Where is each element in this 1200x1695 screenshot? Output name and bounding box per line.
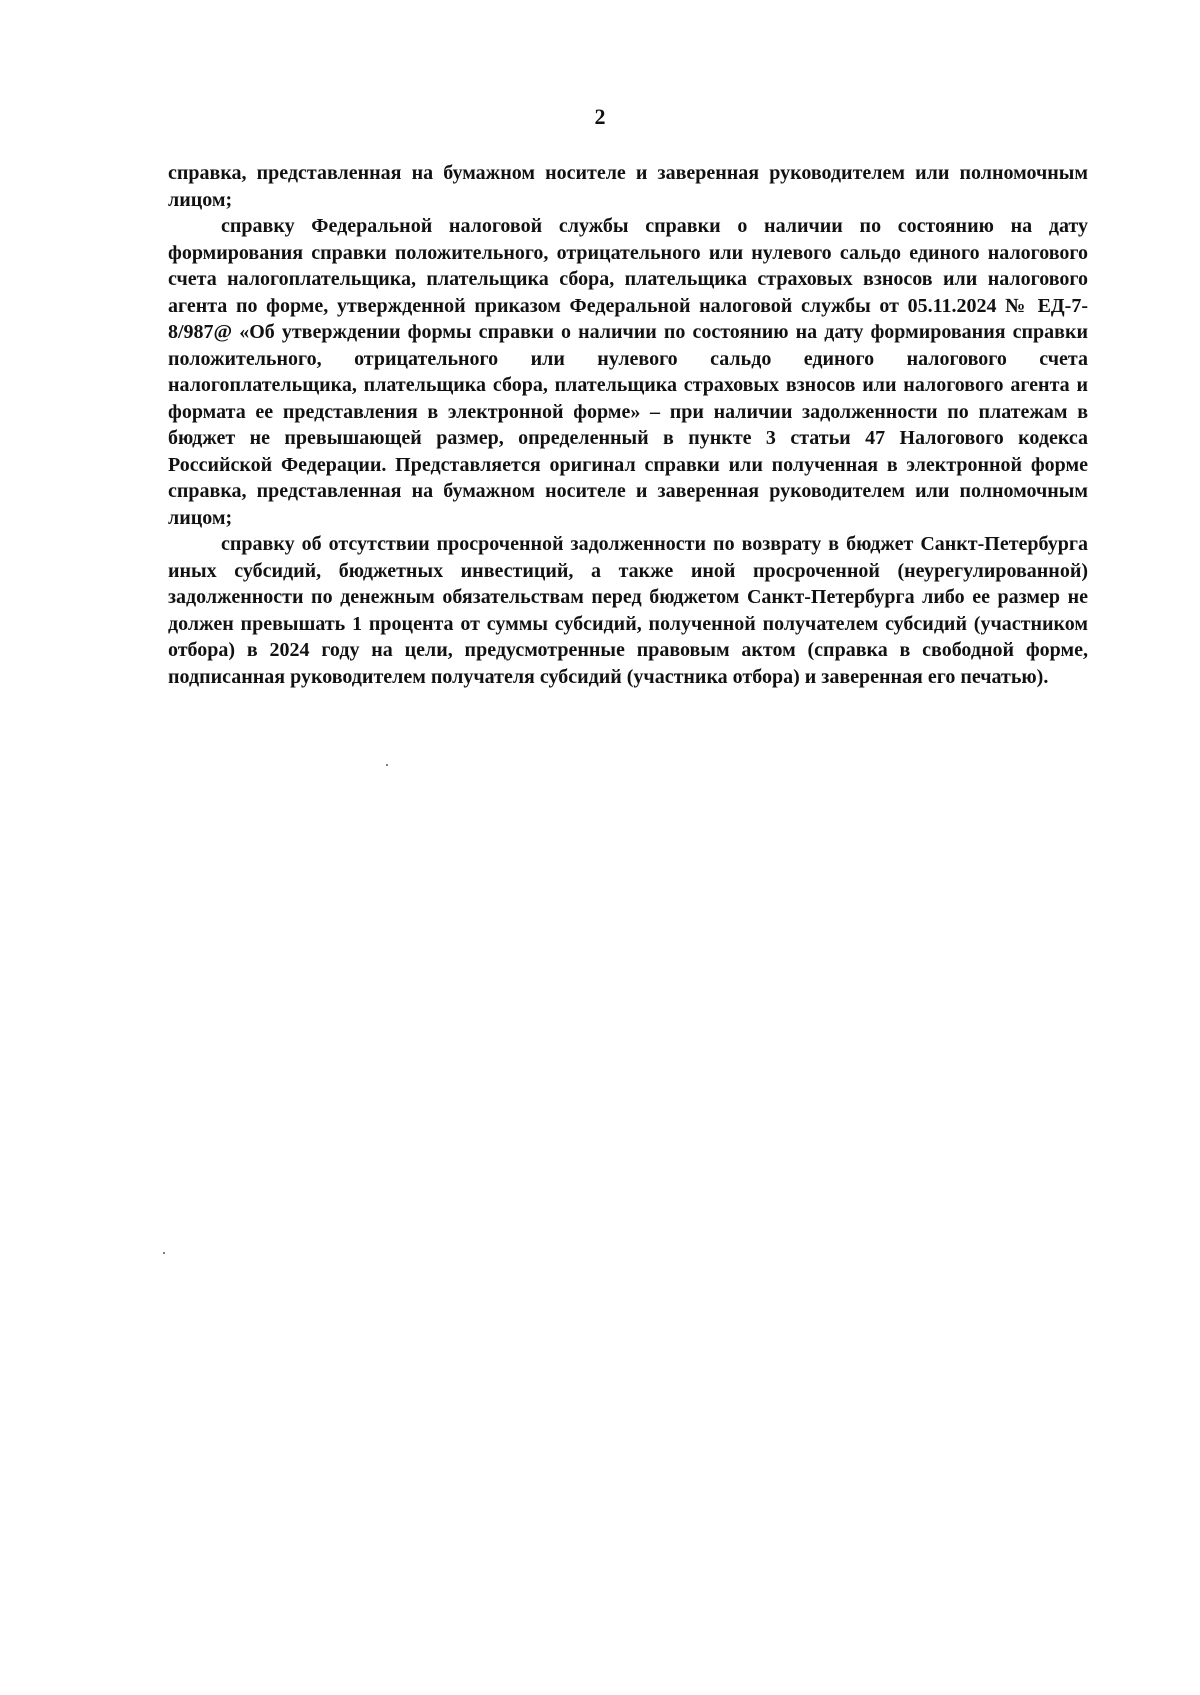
paragraph-debt-certificate: справку об отсутствии просроченной задолженности по возврату в бюджет Санкт-Петербурга иных субсидий, бюджетных инвестиций, а также иной просроченной (неурегулированной) задолженности по денежным обязательствам перед бюджетом Санкт-Петербурга либо ее размер не должен превышать 1 процента от суммы субсидий, полученной получателем субсидий (участником отбора) в 2024 году на цели, предусмотренные правовым актом (справка в свободной форме, подписанная руководителем получателя субсидий (участника отбора) и заверенная его печатью). <box>168 533 1088 688</box>
scan-speck <box>386 764 388 766</box>
scan-speck <box>163 1252 165 1254</box>
page-number: 2 <box>594 104 606 129</box>
paragraph-continuation: справка, представленная на бумажном носителе и заверенная руководителем или полномочным лицом; <box>168 162 1088 211</box>
paragraph-tax-certificate: справку Федеральной налоговой службы справки о наличии по состоянию на дату формирования справки положительного, отрицательного или нулевого сальдо единого налогового счета налогоплательщика, плательщика сбора, плательщика страховых взносов или налогового агента по форме, утвержденной приказом Федеральной налоговой службы от 05.11.2024 № ЕД-7-8/987@ «Об утверждении формы справки о наличии по состоянию на дату формирования справки положительного, отрицательного или нулевого сальдо единого налогового счета налогоплательщика, плательщика сбора, плательщика страховых взносов или налогового агента и формата ее представления в электронной форме» – при наличии задолженности по платежам в бюджет не превышающей размер, определенный в пункте 3 статьи 47 Налогового кодекса Российской Федерации. Представляется оригинал справки или полученная в электронной форме справка, представленная на бумажном носителе и заверенная руководителем или полномочным лицом; <box>168 215 1088 529</box>
document-body <box>168 160 1088 690</box>
